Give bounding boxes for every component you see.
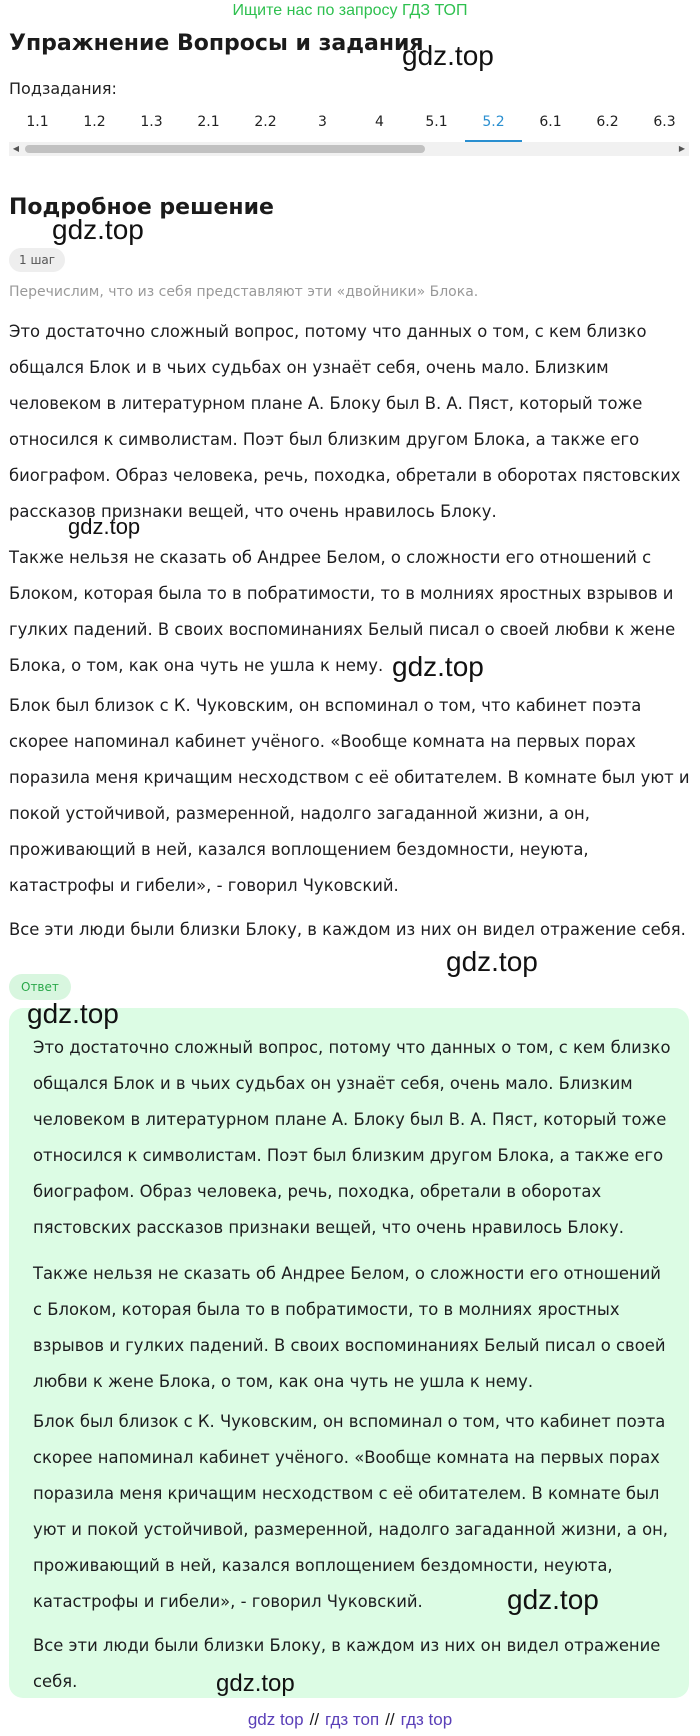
- watermark: gdz.top: [402, 40, 494, 71]
- subtask-tabs: [9, 104, 689, 142]
- footer-separator: //: [309, 1710, 320, 1729]
- step-caption: Перечислим, что из себя представляют эти «двойники» Блока.: [9, 284, 479, 300]
- answer-paragraph: Все эти люди были близки Блоку, в каждом из них он видел отражение себя.: [33, 1636, 661, 1691]
- answer-paragraph: Это достаточно сложный вопрос, потому что данных о том, с кем близко общался Блок и в чьих судьбах он узнаёт себя, очень мало. Близким человеком в литературном плане А. Блоку был В. А. Пяст, который тоже относился к символистам. Поэт был близким другом Блока, а также его биографом. Образ человека, речь, походка, обретали в оборотах пястовских рассказов признаки вещей, что очень нравилось Блоку.: [33, 1038, 671, 1237]
- subtask-tab[interactable]: 2.2: [254, 114, 277, 130]
- footer-link[interactable]: gdz top: [247, 1710, 304, 1729]
- footer-link[interactable]: гдз топ: [325, 1710, 380, 1729]
- solution-title: Подробное решение: [9, 195, 274, 220]
- footer-links: [0, 1706, 700, 1734]
- footer-link[interactable]: гдз top: [400, 1710, 453, 1729]
- solution-paragraph: Также нельзя не сказать об Андрее Белом, о сложности его отношений с Блоком, которая была то в побратимости, то в молниях яростных взрывов и гулких падений. В своих воспоминаниях Белый писал о своей любви к жене Блока, о том, как она чуть не ушла к нему.: [9, 548, 676, 675]
- subtasks-label: Подзадания:: [9, 79, 117, 98]
- scroll-left-arrow-icon[interactable]: ◀: [12, 144, 20, 153]
- subtask-tab[interactable]: 6.1: [539, 114, 562, 130]
- watermark: gdz.top: [68, 514, 141, 539]
- step-badge: 1 шаг: [9, 248, 65, 272]
- subtask-tab[interactable]: 6.3: [653, 114, 676, 130]
- answer-paragraph: Также нельзя не сказать об Андрее Белом, о сложности его отношений с Блоком, которая была то в побратимости, то в молниях яростных взрывов и гулких падений. В своих воспоминаниях Белый писал о своей любви к жене Блока, о том, как она чуть не ушла к нему.: [33, 1264, 666, 1391]
- solution-paragraph: Блок был близок с К. Чуковским, он вспоминал о том, что кабинет поэта скорее напоминал кабинет учёного. «Вообще комната на первых порах поразила меня кричащим несходством с её обитателем. В комнате был уют и покой устойчивой, размеренной, надолго загаданной жизни, а он, проживающий в ней, казался воплощением бездомности, неуюта, катастрофы и гибели», - говорил Чуковский.: [9, 696, 690, 895]
- watermark: gdz.top: [216, 1670, 295, 1697]
- watermark: gdz.top: [446, 946, 538, 977]
- watermark: gdz.top: [507, 1584, 599, 1615]
- subtask-tab[interactable]: 1.3: [140, 114, 163, 130]
- subtask-tab[interactable]: 2.1: [197, 114, 220, 130]
- subtask-tab[interactable]: 1.1: [26, 114, 49, 130]
- watermark: gdz.top: [27, 998, 119, 1029]
- subtask-tab[interactable]: 4: [375, 114, 384, 130]
- solution-paragraph: Это достаточно сложный вопрос, потому что данных о том, с кем близко общался Блок и в чьих судьбах он узнаёт себя, очень мало. Близким человеком в литературном плане А. Блоку был В. А. Пяст, который тоже относился к символистам. Поэт был близким другом Блока, а также его биографом. Образ человека, речь, походка, обретали в оборотах пястовских рассказов признаки вещей, что очень нравилось Блоку.: [9, 322, 681, 521]
- subtask-tab[interactable]: 3: [318, 114, 327, 130]
- subtask-tab[interactable]: 5.1: [425, 114, 448, 130]
- footer-separator: //: [385, 1710, 395, 1729]
- watermark: gdz.top: [392, 651, 484, 682]
- search-banner: Ищите нас по запросу ГДЗ ТОП: [232, 2, 468, 19]
- subtask-tab[interactable]: 1.2: [83, 114, 106, 130]
- page-title: Упражнение Вопросы и задания: [9, 31, 424, 56]
- watermark: gdz.top: [52, 214, 144, 245]
- subtask-tab[interactable]: 5.2: [465, 104, 522, 142]
- answer-badge: Ответ: [9, 974, 71, 1000]
- answer-paragraph: Блок был близок с К. Чуковским, он вспоминал о том, что кабинет поэта скорее напоминал кабинет учёного. «Вообще комната на первых порах поразила меня кричащим несходством с её обитателем. В комнате был уют и покой устойчивой, размеренной, надолго загаданной жизни, а он, проживающий в ней, казался воплощением бездомности, неуюта, катастрофы и гибели», - говорил Чуковский.: [33, 1412, 669, 1611]
- horizontal-scrollbar[interactable]: [9, 142, 689, 156]
- solution-paragraph: Все эти люди были близки Блоку, в каждом из них он видел отражение себя.: [9, 920, 686, 939]
- scroll-right-arrow-icon[interactable]: ▶: [678, 144, 686, 153]
- scrollbar-thumb[interactable]: [25, 145, 425, 153]
- subtask-tab[interactable]: 6.2: [596, 114, 619, 130]
